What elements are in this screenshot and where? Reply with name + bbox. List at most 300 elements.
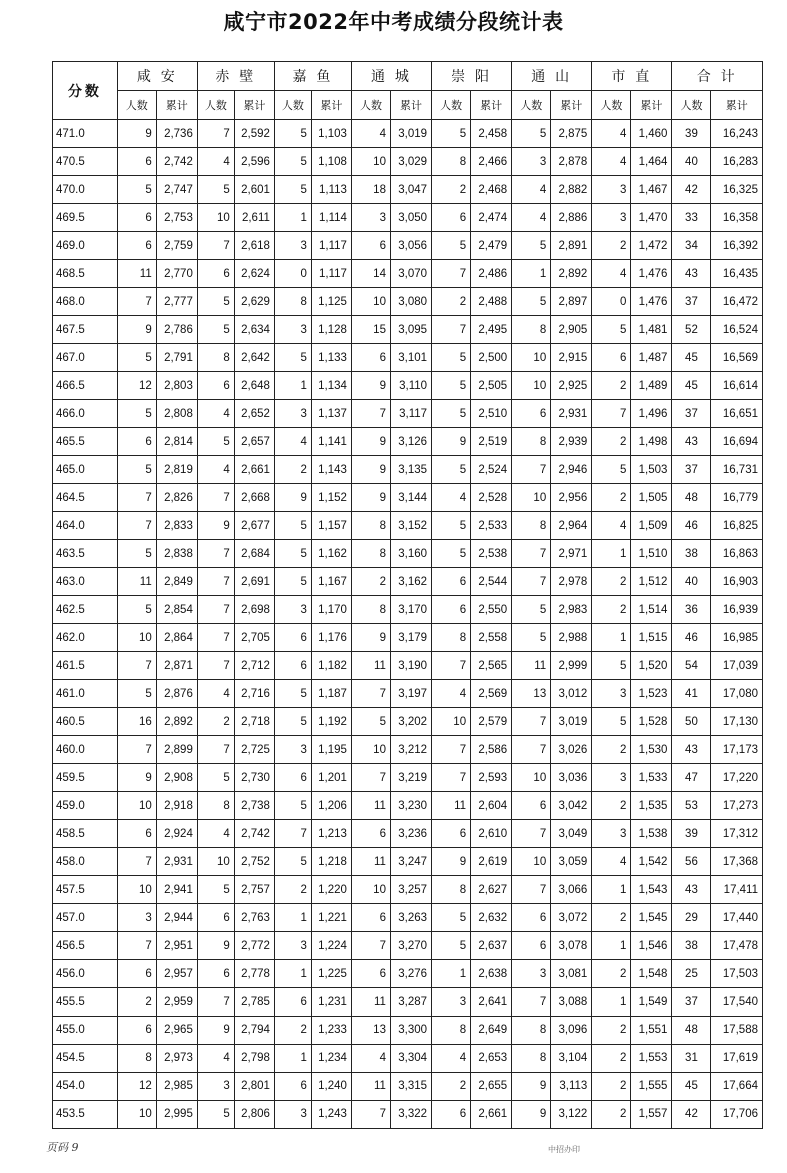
cumulative-cell: 17,478 xyxy=(711,932,763,960)
cumulative-cell: 2,550 xyxy=(471,596,512,624)
cumulative-cell: 2,798 xyxy=(234,1044,274,1072)
cumulative-cell: 2,725 xyxy=(234,736,274,764)
count-cell: 7 xyxy=(432,652,471,680)
table-row xyxy=(53,848,763,876)
cumulative-cell: 3,113 xyxy=(551,1072,592,1100)
count-cell: 2 xyxy=(592,1016,631,1044)
cumulative-subheader: 累计 xyxy=(156,91,197,120)
score-cell: 464.5 xyxy=(53,484,118,512)
count-cell: 2 xyxy=(592,428,631,456)
score-column-header: 分数 xyxy=(53,62,118,120)
cumulative-cell: 2,941 xyxy=(156,876,197,904)
count-cell: 10 xyxy=(117,624,156,652)
count-cell: 2 xyxy=(592,484,631,512)
count-cell: 1 xyxy=(274,372,311,400)
count-cell: 2 xyxy=(274,456,311,484)
count-cell: 0 xyxy=(274,260,311,288)
cumulative-cell: 2,924 xyxy=(156,820,197,848)
cumulative-cell: 16,435 xyxy=(711,260,763,288)
cumulative-cell: 2,752 xyxy=(234,848,274,876)
cumulative-cell: 1,220 xyxy=(311,876,351,904)
count-cell: 5 xyxy=(117,540,156,568)
cumulative-cell: 3,080 xyxy=(390,288,431,316)
cumulative-cell: 2,619 xyxy=(471,848,512,876)
cumulative-cell: 2,814 xyxy=(156,428,197,456)
cumulative-cell: 3,012 xyxy=(551,680,592,708)
cumulative-cell: 1,543 xyxy=(631,876,672,904)
cumulative-cell: 2,886 xyxy=(551,204,592,232)
count-cell: 3 xyxy=(274,316,311,344)
cumulative-cell: 2,657 xyxy=(234,428,274,456)
cumulative-cell: 1,505 xyxy=(631,484,672,512)
cumulative-cell: 2,999 xyxy=(551,652,592,680)
score-cell: 457.5 xyxy=(53,876,118,904)
count-cell: 56 xyxy=(672,848,711,876)
table-row xyxy=(53,792,763,820)
cumulative-cell: 2,641 xyxy=(471,988,512,1016)
count-cell: 5 xyxy=(512,120,551,148)
page-title: 咸宁市2022年中考成绩分段统计表 xyxy=(223,10,564,34)
count-subheader: 人数 xyxy=(592,91,631,120)
count-cell: 5 xyxy=(117,344,156,372)
cumulative-cell: 1,545 xyxy=(631,904,672,932)
cumulative-cell: 2,698 xyxy=(234,596,274,624)
cumulative-cell: 1,489 xyxy=(631,372,672,400)
region-header: 通 城 xyxy=(351,62,431,91)
cumulative-cell: 2,500 xyxy=(471,344,512,372)
count-cell: 8 xyxy=(432,876,471,904)
count-cell: 2 xyxy=(592,904,631,932)
count-cell: 7 xyxy=(432,316,471,344)
cumulative-cell: 2,959 xyxy=(156,988,197,1016)
cumulative-cell: 2,629 xyxy=(234,288,274,316)
count-cell: 37 xyxy=(672,400,711,428)
score-cell: 467.5 xyxy=(53,316,118,344)
count-cell: 7 xyxy=(197,232,234,260)
score-cell: 454.5 xyxy=(53,1044,118,1072)
count-cell: 2 xyxy=(432,288,471,316)
count-cell: 3 xyxy=(274,1100,311,1128)
cumulative-cell: 17,312 xyxy=(711,820,763,848)
cumulative-cell: 1,528 xyxy=(631,708,672,736)
count-cell: 5 xyxy=(274,344,311,372)
count-cell: 1 xyxy=(512,260,551,288)
count-cell: 7 xyxy=(351,680,390,708)
cumulative-cell: 17,411 xyxy=(711,876,763,904)
count-cell: 11 xyxy=(512,652,551,680)
cumulative-cell: 1,108 xyxy=(311,148,351,176)
count-cell: 2 xyxy=(592,568,631,596)
cumulative-cell: 1,509 xyxy=(631,512,672,540)
count-cell: 5 xyxy=(592,316,631,344)
table-row xyxy=(53,932,763,960)
count-cell: 3 xyxy=(197,1072,234,1100)
count-cell: 6 xyxy=(432,568,471,596)
cumulative-cell: 1,213 xyxy=(311,820,351,848)
count-cell: 7 xyxy=(197,120,234,148)
score-cell: 469.0 xyxy=(53,232,118,260)
cumulative-cell: 3,050 xyxy=(390,204,431,232)
cumulative-cell: 1,533 xyxy=(631,764,672,792)
cumulative-cell: 2,632 xyxy=(471,904,512,932)
cumulative-cell: 2,918 xyxy=(156,792,197,820)
cumulative-cell: 1,192 xyxy=(311,708,351,736)
count-cell: 5 xyxy=(274,708,311,736)
count-cell: 6 xyxy=(117,820,156,848)
count-cell: 5 xyxy=(432,120,471,148)
cumulative-cell: 2,730 xyxy=(234,764,274,792)
count-cell: 6 xyxy=(432,204,471,232)
cumulative-cell: 3,104 xyxy=(551,1044,592,1072)
count-cell: 12 xyxy=(117,1072,156,1100)
cumulative-cell: 3,270 xyxy=(390,932,431,960)
count-cell: 5 xyxy=(197,1100,234,1128)
count-cell: 5 xyxy=(432,932,471,960)
count-cell: 18 xyxy=(351,176,390,204)
cumulative-cell: 3,257 xyxy=(390,876,431,904)
cumulative-cell: 3,202 xyxy=(390,708,431,736)
cumulative-cell: 1,134 xyxy=(311,372,351,400)
count-cell: 8 xyxy=(351,596,390,624)
count-cell: 6 xyxy=(274,1072,311,1100)
cumulative-cell: 2,946 xyxy=(551,456,592,484)
cumulative-cell: 1,542 xyxy=(631,848,672,876)
cumulative-cell: 2,691 xyxy=(234,568,274,596)
count-cell: 6 xyxy=(432,596,471,624)
cumulative-cell: 2,610 xyxy=(471,820,512,848)
count-cell: 7 xyxy=(351,764,390,792)
count-cell: 6 xyxy=(197,372,234,400)
cumulative-cell: 2,985 xyxy=(156,1072,197,1100)
cumulative-cell: 2,569 xyxy=(471,680,512,708)
cumulative-cell: 2,763 xyxy=(234,904,274,932)
count-cell: 8 xyxy=(512,512,551,540)
count-cell: 3 xyxy=(432,988,471,1016)
count-cell: 1 xyxy=(592,932,631,960)
cumulative-cell: 3,162 xyxy=(390,568,431,596)
count-cell: 7 xyxy=(117,932,156,960)
cumulative-cell: 1,503 xyxy=(631,456,672,484)
count-cell: 10 xyxy=(351,736,390,764)
count-cell: 7 xyxy=(197,624,234,652)
count-cell: 8 xyxy=(432,624,471,652)
table-row xyxy=(53,820,763,848)
count-cell: 2 xyxy=(117,988,156,1016)
score-cell: 463.5 xyxy=(53,540,118,568)
cumulative-cell: 1,117 xyxy=(311,232,351,260)
count-cell: 25 xyxy=(672,960,711,988)
count-cell: 42 xyxy=(672,1100,711,1128)
cumulative-cell: 1,233 xyxy=(311,1016,351,1044)
count-cell: 6 xyxy=(351,960,390,988)
count-cell: 5 xyxy=(274,680,311,708)
table-row xyxy=(53,960,763,988)
cumulative-cell: 2,791 xyxy=(156,344,197,372)
cumulative-cell: 2,742 xyxy=(234,820,274,848)
cumulative-cell: 2,624 xyxy=(234,260,274,288)
cumulative-cell: 2,876 xyxy=(156,680,197,708)
count-cell: 11 xyxy=(351,652,390,680)
count-cell: 43 xyxy=(672,260,711,288)
count-cell: 7 xyxy=(197,596,234,624)
count-cell: 3 xyxy=(512,148,551,176)
count-cell: 40 xyxy=(672,148,711,176)
count-subheader: 人数 xyxy=(672,91,711,120)
count-cell: 6 xyxy=(432,820,471,848)
cumulative-cell: 16,779 xyxy=(711,484,763,512)
count-cell: 5 xyxy=(274,512,311,540)
table-row xyxy=(53,904,763,932)
count-cell: 5 xyxy=(512,624,551,652)
count-cell: 7 xyxy=(592,400,631,428)
cumulative-cell: 16,731 xyxy=(711,456,763,484)
count-cell: 10 xyxy=(512,764,551,792)
count-cell: 8 xyxy=(432,148,471,176)
cumulative-cell: 2,849 xyxy=(156,568,197,596)
table-row xyxy=(53,1100,763,1128)
count-cell: 6 xyxy=(117,1016,156,1044)
cumulative-cell: 2,770 xyxy=(156,260,197,288)
cumulative-cell: 17,664 xyxy=(711,1072,763,1100)
count-cell: 6 xyxy=(351,904,390,932)
count-subheader: 人数 xyxy=(197,91,234,120)
score-cell: 458.0 xyxy=(53,848,118,876)
cumulative-cell: 3,212 xyxy=(390,736,431,764)
cumulative-cell: 1,548 xyxy=(631,960,672,988)
table-row xyxy=(53,876,763,904)
count-cell: 39 xyxy=(672,120,711,148)
score-cell: 460.0 xyxy=(53,736,118,764)
count-cell: 5 xyxy=(592,708,631,736)
score-cell: 468.5 xyxy=(53,260,118,288)
cumulative-cell: 2,648 xyxy=(234,372,274,400)
count-cell: 3 xyxy=(592,764,631,792)
cumulative-cell: 1,224 xyxy=(311,932,351,960)
count-cell: 4 xyxy=(197,1044,234,1072)
cumulative-cell: 2,908 xyxy=(156,764,197,792)
cumulative-cell: 2,634 xyxy=(234,316,274,344)
count-cell: 1 xyxy=(274,960,311,988)
cumulative-cell: 1,496 xyxy=(631,400,672,428)
count-cell: 5 xyxy=(197,176,234,204)
count-cell: 4 xyxy=(592,120,631,148)
score-distribution-table xyxy=(52,61,763,1129)
cumulative-cell: 1,176 xyxy=(311,624,351,652)
cumulative-cell: 2,964 xyxy=(551,512,592,540)
cumulative-cell: 2,544 xyxy=(471,568,512,596)
count-cell: 40 xyxy=(672,568,711,596)
table-row xyxy=(53,316,763,344)
count-cell: 7 xyxy=(197,988,234,1016)
cumulative-cell: 2,677 xyxy=(234,512,274,540)
cumulative-cell: 3,247 xyxy=(390,848,431,876)
cumulative-cell: 1,476 xyxy=(631,288,672,316)
count-cell: 9 xyxy=(512,1072,551,1100)
cumulative-cell: 3,096 xyxy=(551,1016,592,1044)
count-cell: 1 xyxy=(274,904,311,932)
cumulative-subheader: 累计 xyxy=(390,91,431,120)
cumulative-cell: 16,524 xyxy=(711,316,763,344)
count-cell: 4 xyxy=(592,848,631,876)
cumulative-cell: 1,472 xyxy=(631,232,672,260)
count-subheader: 人数 xyxy=(117,91,156,120)
cumulative-cell: 16,392 xyxy=(711,232,763,260)
cumulative-cell: 2,642 xyxy=(234,344,274,372)
cumulative-cell: 2,973 xyxy=(156,1044,197,1072)
cumulative-cell: 2,854 xyxy=(156,596,197,624)
count-cell: 16 xyxy=(117,708,156,736)
count-cell: 4 xyxy=(274,428,311,456)
count-cell: 4 xyxy=(432,680,471,708)
cumulative-subheader: 累计 xyxy=(551,91,592,120)
cumulative-cell: 2,925 xyxy=(551,372,592,400)
count-cell: 2 xyxy=(197,708,234,736)
count-cell: 3 xyxy=(592,680,631,708)
cumulative-cell: 3,049 xyxy=(551,820,592,848)
cumulative-cell: 16,903 xyxy=(711,568,763,596)
cumulative-cell: 3,236 xyxy=(390,820,431,848)
cumulative-cell: 2,819 xyxy=(156,456,197,484)
cumulative-cell: 2,655 xyxy=(471,1072,512,1100)
cumulative-cell: 2,897 xyxy=(551,288,592,316)
count-cell: 1 xyxy=(592,988,631,1016)
table-row xyxy=(53,344,763,372)
cumulative-cell: 2,618 xyxy=(234,232,274,260)
count-cell: 6 xyxy=(351,820,390,848)
cumulative-cell: 2,661 xyxy=(234,456,274,484)
cumulative-cell: 1,167 xyxy=(311,568,351,596)
table-row xyxy=(53,1016,763,1044)
count-cell: 37 xyxy=(672,288,711,316)
cumulative-cell: 17,130 xyxy=(711,708,763,736)
cumulative-cell: 16,569 xyxy=(711,344,763,372)
count-cell: 9 xyxy=(117,764,156,792)
cumulative-cell: 1,117 xyxy=(311,260,351,288)
score-cell: 461.5 xyxy=(53,652,118,680)
cumulative-cell: 16,472 xyxy=(711,288,763,316)
cumulative-cell: 2,971 xyxy=(551,540,592,568)
count-cell: 7 xyxy=(117,652,156,680)
count-cell: 8 xyxy=(197,792,234,820)
cumulative-cell: 2,653 xyxy=(471,1044,512,1072)
count-cell: 43 xyxy=(672,428,711,456)
count-cell: 2 xyxy=(274,876,311,904)
cumulative-cell: 1,187 xyxy=(311,680,351,708)
count-cell: 10 xyxy=(117,1100,156,1128)
cumulative-cell: 17,173 xyxy=(711,736,763,764)
score-cell: 458.5 xyxy=(53,820,118,848)
cumulative-cell: 2,801 xyxy=(234,1072,274,1100)
count-cell: 10 xyxy=(351,288,390,316)
count-cell: 4 xyxy=(432,484,471,512)
count-cell: 6 xyxy=(512,792,551,820)
cumulative-cell: 16,939 xyxy=(711,596,763,624)
cumulative-subheader: 累计 xyxy=(471,91,512,120)
count-cell: 6 xyxy=(592,344,631,372)
cumulative-cell: 3,160 xyxy=(390,540,431,568)
score-cell: 456.5 xyxy=(53,932,118,960)
score-cell: 469.5 xyxy=(53,204,118,232)
count-cell: 2 xyxy=(592,960,631,988)
count-cell: 52 xyxy=(672,316,711,344)
cumulative-cell: 1,231 xyxy=(311,988,351,1016)
cumulative-cell: 2,718 xyxy=(234,708,274,736)
cumulative-cell: 2,757 xyxy=(234,876,274,904)
cumulative-cell: 2,915 xyxy=(551,344,592,372)
cumulative-cell: 17,503 xyxy=(711,960,763,988)
score-cell: 464.0 xyxy=(53,512,118,540)
table-row xyxy=(53,232,763,260)
count-cell: 12 xyxy=(117,372,156,400)
cumulative-cell: 16,651 xyxy=(711,400,763,428)
count-cell: 3 xyxy=(274,400,311,428)
count-cell: 4 xyxy=(592,148,631,176)
cumulative-cell: 3,322 xyxy=(390,1100,431,1128)
cumulative-cell: 3,276 xyxy=(390,960,431,988)
count-cell: 1 xyxy=(592,624,631,652)
cumulative-cell: 2,538 xyxy=(471,540,512,568)
cumulative-cell: 2,833 xyxy=(156,512,197,540)
cumulative-cell: 2,939 xyxy=(551,428,592,456)
count-cell: 8 xyxy=(274,288,311,316)
count-cell: 4 xyxy=(197,148,234,176)
count-cell: 6 xyxy=(197,904,234,932)
cumulative-cell: 2,778 xyxy=(234,960,274,988)
cumulative-cell: 3,047 xyxy=(390,176,431,204)
count-cell: 1 xyxy=(592,876,631,904)
count-cell: 47 xyxy=(672,764,711,792)
count-cell: 5 xyxy=(512,232,551,260)
cumulative-cell: 1,133 xyxy=(311,344,351,372)
count-cell: 6 xyxy=(512,400,551,428)
count-cell: 2 xyxy=(351,568,390,596)
count-subheader: 人数 xyxy=(351,91,390,120)
count-cell: 8 xyxy=(117,1044,156,1072)
cumulative-cell: 3,170 xyxy=(390,596,431,624)
cumulative-cell: 1,152 xyxy=(311,484,351,512)
cumulative-cell: 17,039 xyxy=(711,652,763,680)
count-cell: 9 xyxy=(432,428,471,456)
cumulative-cell: 1,514 xyxy=(631,596,672,624)
count-cell: 4 xyxy=(512,204,551,232)
count-cell: 5 xyxy=(274,792,311,820)
region-header: 市 直 xyxy=(592,62,672,91)
count-subheader: 人数 xyxy=(512,91,551,120)
cumulative-cell: 2,586 xyxy=(471,736,512,764)
count-cell: 8 xyxy=(351,512,390,540)
cumulative-cell: 3,101 xyxy=(390,344,431,372)
count-cell: 7 xyxy=(432,736,471,764)
cumulative-cell: 1,103 xyxy=(311,120,351,148)
cumulative-cell: 2,736 xyxy=(156,120,197,148)
count-cell: 5 xyxy=(197,316,234,344)
count-cell: 38 xyxy=(672,540,711,568)
count-cell: 9 xyxy=(432,848,471,876)
cumulative-cell: 1,467 xyxy=(631,176,672,204)
count-cell: 2 xyxy=(592,372,631,400)
count-cell: 8 xyxy=(512,428,551,456)
count-cell: 5 xyxy=(512,596,551,624)
cumulative-cell: 3,152 xyxy=(390,512,431,540)
score-cell: 466.5 xyxy=(53,372,118,400)
count-cell: 1 xyxy=(592,540,631,568)
cumulative-cell: 17,273 xyxy=(711,792,763,820)
count-cell: 10 xyxy=(432,708,471,736)
cumulative-cell: 2,808 xyxy=(156,400,197,428)
count-cell: 31 xyxy=(672,1044,711,1072)
cumulative-cell: 3,197 xyxy=(390,680,431,708)
count-cell: 5 xyxy=(432,512,471,540)
